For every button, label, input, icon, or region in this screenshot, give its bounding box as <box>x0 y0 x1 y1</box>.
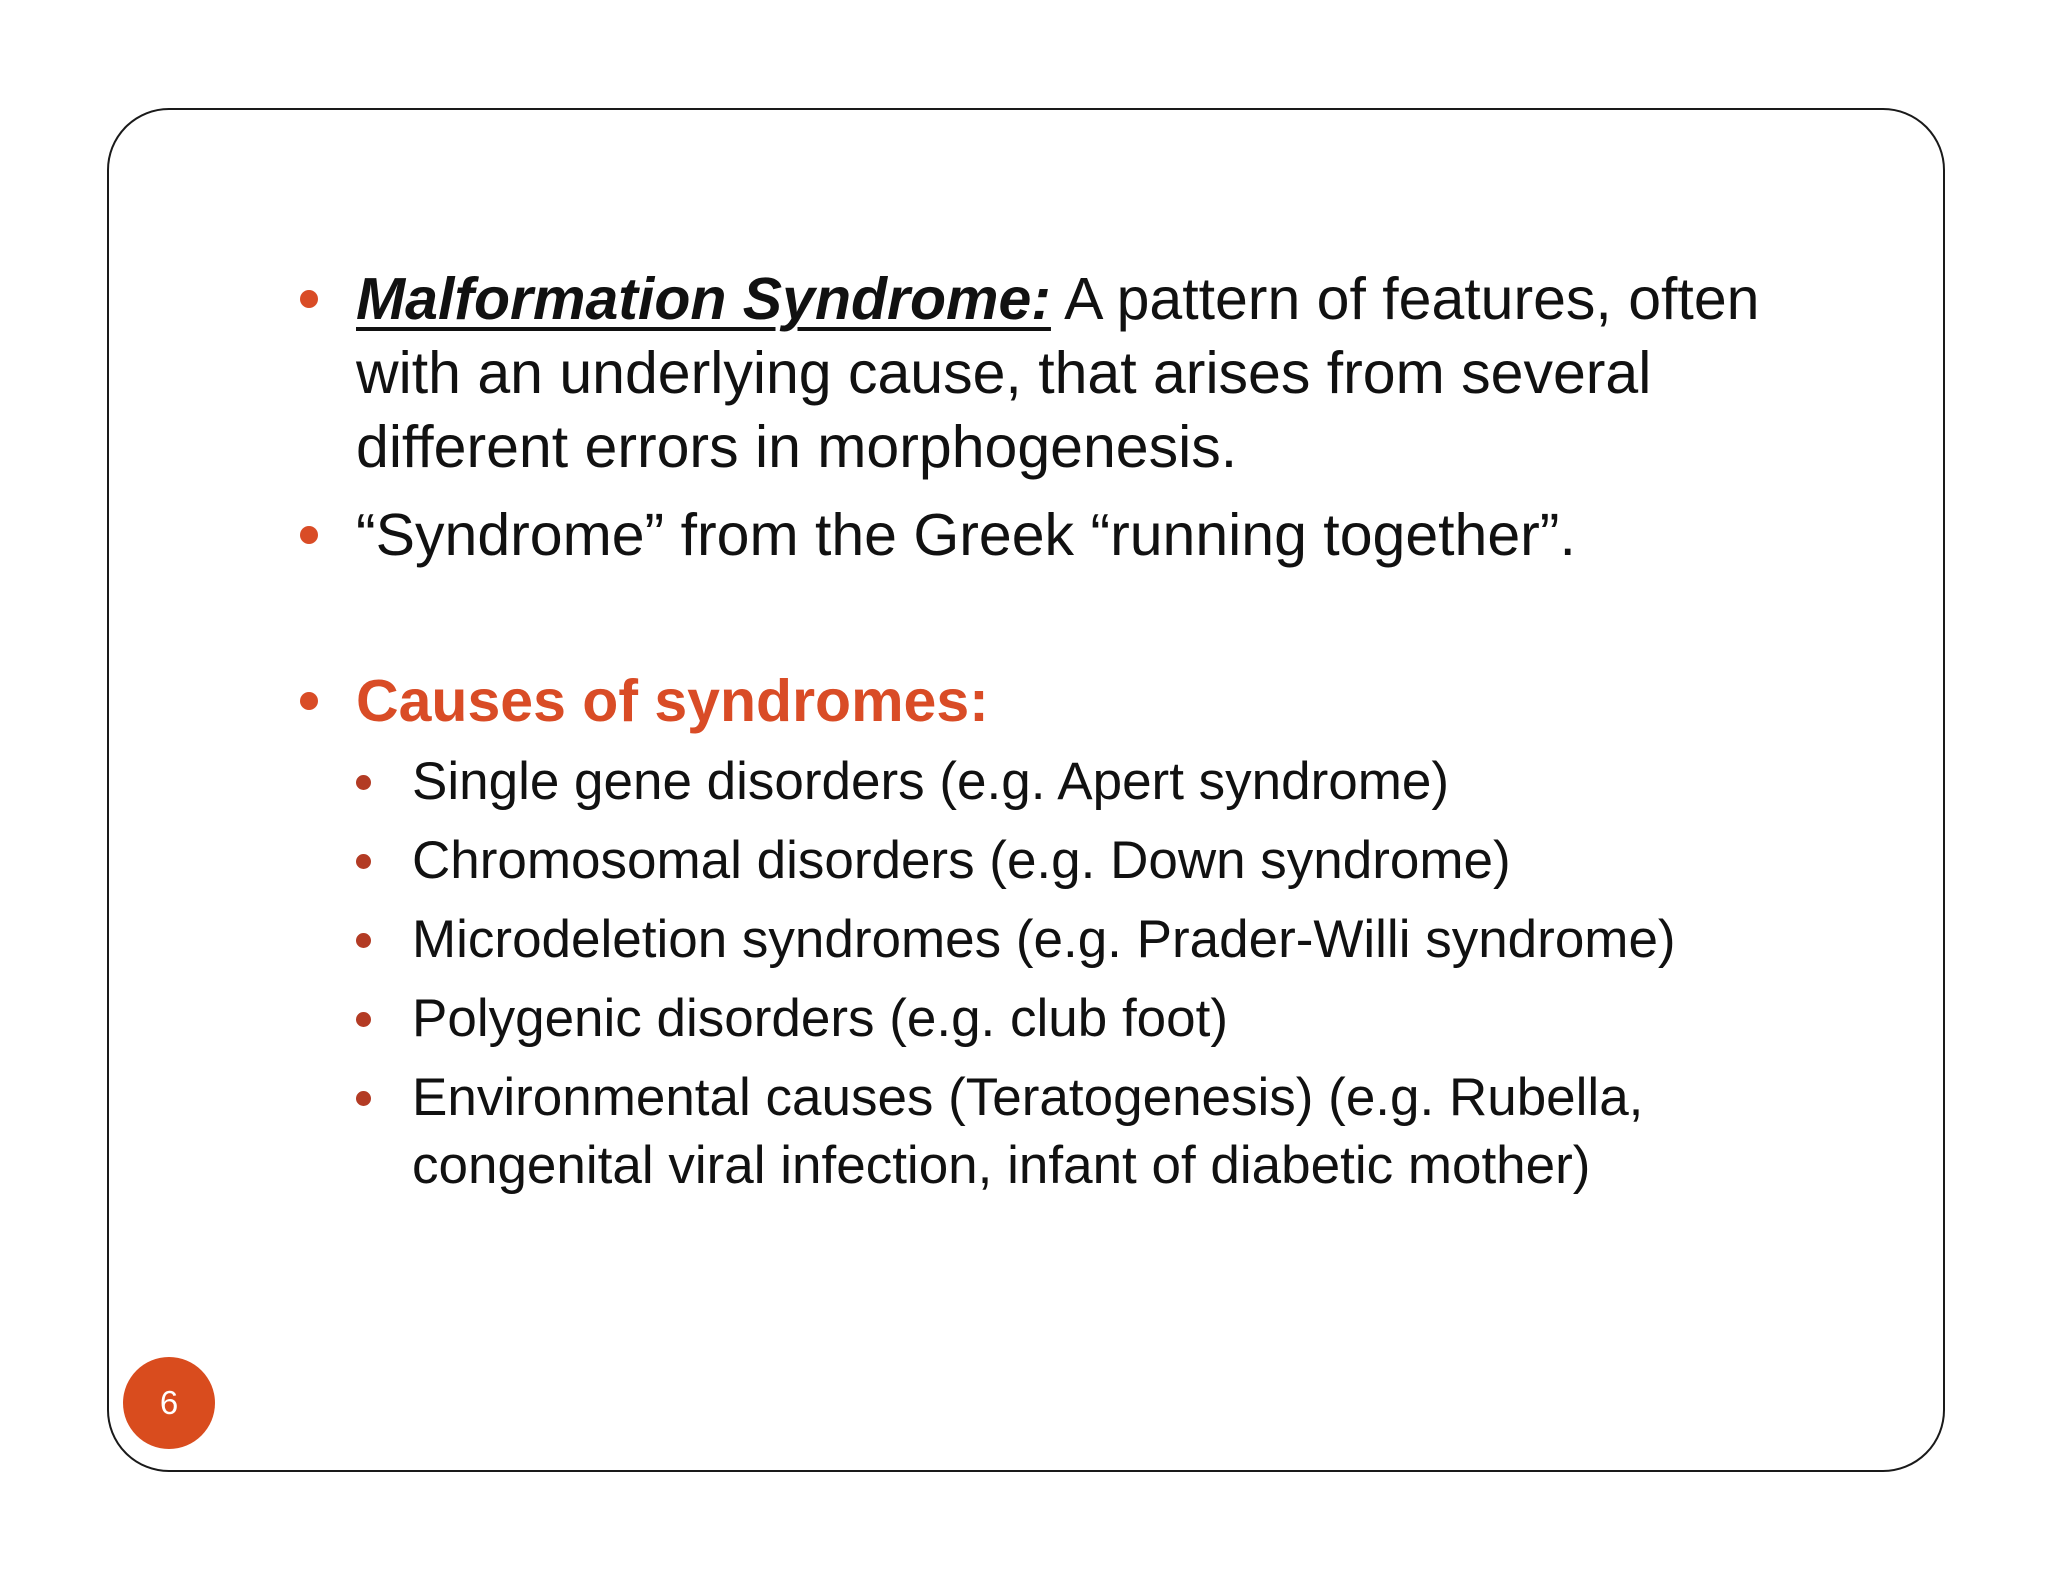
sub-bullet-dot-icon <box>356 933 371 948</box>
definition-text: A pattern of features, often with an underlying cause, that arises from several different errors in morphogenesis. <box>356 266 1760 480</box>
list-item <box>356 985 1820 1053</box>
list-item-text: Single gene disorders (e.g. Apert syndrome) <box>412 752 1449 811</box>
causes-list <box>300 748 1820 1200</box>
slide-number-badge: 6 <box>123 1357 215 1449</box>
definition-bullet <box>300 262 1820 484</box>
list-item <box>356 827 1820 895</box>
sub-bullet-dot-icon <box>356 1091 371 1106</box>
bullet-dot-icon <box>300 526 318 544</box>
list-item <box>356 748 1820 816</box>
etymology-bullet <box>300 498 1820 572</box>
sub-bullet-dot-icon <box>356 775 371 790</box>
list-item-text: Environmental causes (Teratogenesis) (e.g. Rubella, congenital viral infection, infant of diabetic mother) <box>412 1068 1644 1195</box>
causes-heading-bullet <box>300 664 1820 738</box>
slide-content <box>300 262 1820 1211</box>
list-item <box>356 1064 1820 1200</box>
causes-heading: Causes of syndromes: <box>356 668 989 734</box>
sub-bullet-dot-icon <box>356 1012 371 1027</box>
sub-bullet-dot-icon <box>356 854 371 869</box>
list-item-text: Polygenic disorders (e.g. club foot) <box>412 989 1229 1048</box>
definition-term: Malformation Syndrome: <box>356 266 1051 332</box>
list-item-text: Chromosomal disorders (e.g. Down syndrome) <box>412 831 1511 890</box>
list-item-text: Microdeletion syndromes (e.g. Prader-Willi syndrome) <box>412 910 1676 969</box>
list-item <box>356 906 1820 974</box>
bullet-dot-icon <box>300 290 318 308</box>
etymology-text: “Syndrome” from the Greek “running together”. <box>356 502 1576 568</box>
bullet-dot-icon <box>300 692 318 710</box>
